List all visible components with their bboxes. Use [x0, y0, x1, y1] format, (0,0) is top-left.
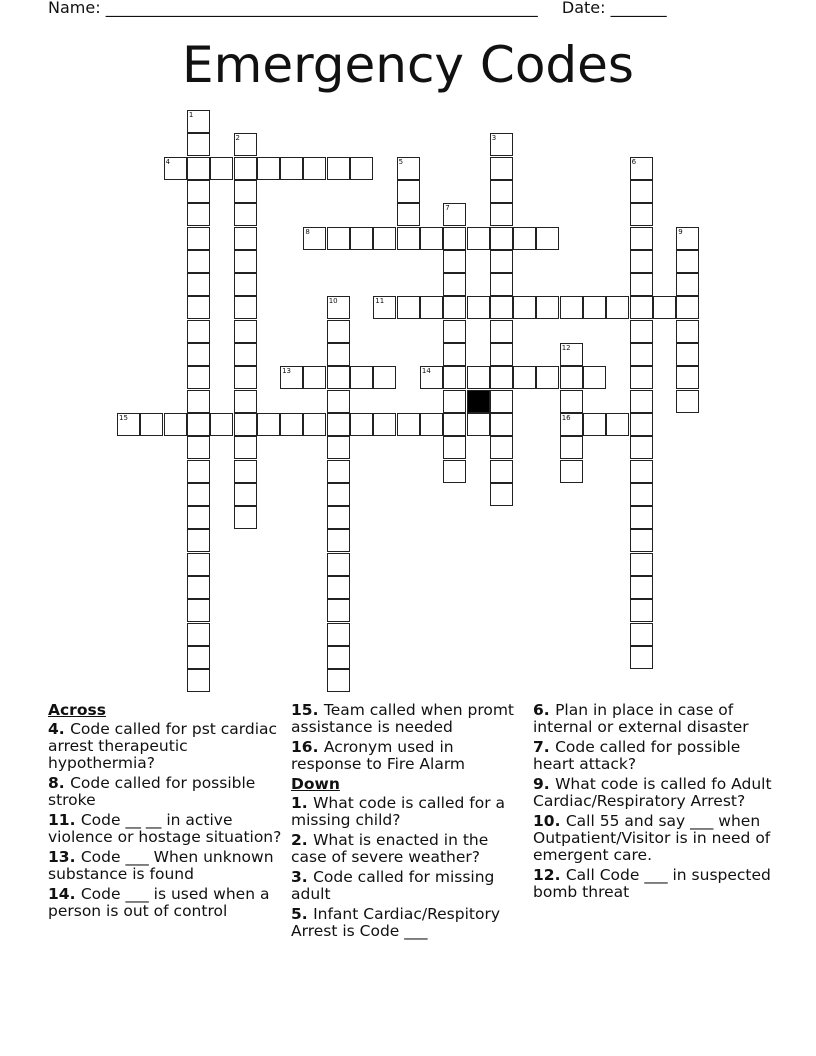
clue-number: 9: [678, 227, 683, 236]
clue-item-number: 1.: [291, 794, 314, 812]
grid-cell[interactable]: [630, 227, 653, 250]
clue-item-number: 7.: [533, 738, 556, 756]
grid-cell[interactable]: [676, 366, 699, 389]
date-label: Date:: [561, 0, 606, 17]
grid-cell[interactable]: [630, 483, 653, 506]
grid-cell[interactable]: [187, 483, 210, 506]
grid-cell[interactable]: [490, 436, 513, 459]
clue-number: 14: [421, 367, 431, 376]
clue-item-number: 12.: [533, 866, 566, 884]
grid-cell[interactable]: [536, 366, 559, 389]
grid-cell[interactable]: [490, 180, 513, 203]
clue-item-text: What code is called fo Adult Cardiac/Respiratory Arrest?: [533, 775, 772, 810]
clue-item: [291, 795, 527, 829]
grid-cell[interactable]: [490, 343, 513, 366]
grid-cell[interactable]: [234, 203, 257, 226]
name-blank[interactable]: ______________________________________________________: [105, 0, 538, 17]
grid-cell[interactable]: [420, 413, 443, 436]
clue-item-number: 16.: [291, 738, 324, 756]
grid-cell[interactable]: [490, 273, 513, 296]
clue-item-text: Code called for possible heart attack?: [533, 738, 741, 773]
clue-item: [533, 702, 773, 736]
across-heading: Across: [48, 701, 106, 719]
grid-cell[interactable]: [630, 553, 653, 576]
grid-cell[interactable]: [187, 157, 210, 180]
grid-cell[interactable]: [560, 460, 583, 483]
grid-cell[interactable]: [443, 296, 466, 319]
grid-cell[interactable]: [187, 203, 210, 226]
grid-cell[interactable]: [327, 646, 350, 669]
grid-cell[interactable]: [630, 599, 653, 622]
grid-cell[interactable]: [630, 460, 653, 483]
clue-item-text: Code called for pst cardiac arrest therapeutic hypothermia?: [48, 720, 278, 772]
black-cell: [467, 390, 490, 413]
grid-cell[interactable]: [164, 413, 187, 436]
clue-item-text: Acronym used in response to Fire Alarm: [291, 738, 466, 773]
grid-cell[interactable]: [420, 227, 443, 250]
clue-item-text: What code is called for a missing child?: [291, 794, 506, 829]
clue-item: [291, 702, 527, 736]
clue-item-text: Team called when promt assistance is needed: [291, 701, 515, 736]
grid-cell[interactable]: [327, 576, 350, 599]
clue-item-text: Call 55 and say ___ when Outpatient/Visitor is in need of emergent care.: [533, 812, 771, 864]
grid-cell[interactable]: [327, 157, 350, 180]
clue-item-text: Code ___ When unknown substance is found: [48, 848, 274, 883]
clue-item-text: Code ___ is used when a person is out of control: [48, 885, 270, 920]
grid-cell[interactable]: [443, 250, 466, 273]
clue-item-text: What is enacted in the case of severe weather?: [291, 831, 489, 866]
name-label: Name:: [48, 0, 101, 17]
clue-item: [48, 721, 284, 772]
grid-cell[interactable]: [490, 483, 513, 506]
grid-cell[interactable]: [490, 157, 513, 180]
grid-cell[interactable]: [443, 227, 466, 250]
grid-cell[interactable]: [234, 273, 257, 296]
grid-cell[interactable]: [234, 320, 257, 343]
clue-item: [291, 832, 527, 866]
clue-item: [48, 812, 284, 846]
clue-item-number: 5.: [291, 905, 314, 923]
grid-cell[interactable]: [187, 553, 210, 576]
grid-cell[interactable]: [443, 436, 466, 459]
grid-cell[interactable]: [397, 296, 420, 319]
clue-item: [48, 849, 284, 883]
grid-cell[interactable]: [187, 366, 210, 389]
grid-cell[interactable]: [327, 623, 350, 646]
grid-cell[interactable]: [443, 413, 466, 436]
grid-cell[interactable]: [234, 157, 257, 180]
grid-cell[interactable]: [630, 576, 653, 599]
clue-number: 15: [119, 413, 128, 422]
grid-cell[interactable]: [606, 413, 629, 436]
clue-item: [533, 739, 773, 773]
clue-item: [291, 739, 527, 773]
clue-item: [48, 886, 284, 920]
grid-cell[interactable]: [350, 413, 373, 436]
grid-cell[interactable]: [397, 157, 420, 180]
grid-cell[interactable]: [327, 390, 350, 413]
across-clue-list-1: [48, 721, 284, 920]
grid-cell[interactable]: [234, 180, 257, 203]
grid-cell[interactable]: [187, 110, 210, 133]
clue-number: 12: [561, 344, 571, 352]
clue-number: 4: [165, 157, 171, 166]
clue-item-number: 6.: [533, 701, 556, 719]
grid-cell[interactable]: [630, 250, 653, 273]
grid-cell[interactable]: [140, 413, 163, 436]
grid-cell[interactable]: [443, 320, 466, 343]
grid-cell[interactable]: [327, 529, 350, 552]
grid-cell[interactable]: [420, 366, 443, 389]
grid-cell[interactable]: [490, 320, 513, 343]
clue-item: [291, 906, 527, 940]
grid-cell[interactable]: [327, 366, 350, 389]
grid-cell[interactable]: [234, 227, 257, 250]
grid-cell[interactable]: [327, 413, 350, 436]
grid-cell[interactable]: [234, 413, 257, 436]
grid-cell[interactable]: [187, 180, 210, 203]
grid-cell[interactable]: [303, 157, 326, 180]
down-clue-list-1: [291, 795, 527, 940]
grid-cell[interactable]: [187, 460, 210, 483]
grid-cell[interactable]: [187, 227, 210, 250]
grid-cell[interactable]: [187, 250, 210, 273]
grid-cell[interactable]: [467, 296, 490, 319]
clue-item-text: Code __ __ in active violence or hostage situation?: [48, 811, 282, 846]
down-heading: Down: [291, 775, 340, 793]
clue-item-number: 8.: [48, 774, 71, 792]
grid-cell[interactable]: [373, 296, 396, 319]
grid-cell[interactable]: [490, 133, 513, 156]
grid-cell[interactable]: [583, 366, 606, 389]
grid-cell[interactable]: [606, 296, 629, 319]
clue-number: 2: [235, 134, 240, 143]
grid-cell[interactable]: [117, 413, 140, 436]
grid-cell[interactable]: [536, 296, 559, 319]
grid-cell[interactable]: [490, 413, 513, 436]
grid-cell[interactable]: [630, 296, 653, 319]
clue-number: 16: [561, 413, 571, 422]
grid-cell[interactable]: [443, 273, 466, 296]
grid-cell[interactable]: [187, 413, 210, 436]
grid-cell[interactable]: [560, 366, 583, 389]
clue-number: 11: [375, 297, 385, 306]
grid-cell[interactable]: [676, 273, 699, 296]
clue-item: [291, 869, 527, 903]
grid-cell[interactable]: [327, 320, 350, 343]
grid-cell[interactable]: [490, 460, 513, 483]
grid-cell[interactable]: [327, 436, 350, 459]
clue-number: 5: [398, 157, 404, 166]
grid-cell[interactable]: [187, 623, 210, 646]
clue-item-number: 13.: [48, 848, 81, 866]
clue-number: 10: [328, 297, 338, 306]
grid-cell[interactable]: [303, 413, 326, 436]
grid-cell[interactable]: [280, 157, 303, 180]
clues-column-3: [533, 702, 773, 904]
grid-cell[interactable]: [630, 529, 653, 552]
grid-cell[interactable]: [653, 296, 676, 319]
grid-cell[interactable]: [583, 296, 606, 319]
clue-number: 13: [282, 367, 292, 376]
clue-number: 8: [305, 227, 310, 236]
clue-number: 1: [188, 111, 194, 119]
grid-cell[interactable]: [187, 390, 210, 413]
grid-cell[interactable]: [583, 413, 606, 436]
clues-column-1: [48, 702, 284, 923]
clue-item-number: 15.: [291, 701, 324, 719]
grid-cell[interactable]: [443, 390, 466, 413]
grid-cell[interactable]: [210, 413, 233, 436]
clue-number: 6: [631, 157, 637, 166]
page-title: Emergency Codes: [182, 36, 634, 94]
grid-cell[interactable]: [420, 296, 443, 319]
grid-cell[interactable]: [630, 646, 653, 669]
clue-number: 7: [445, 204, 450, 213]
grid-cell[interactable]: [373, 413, 396, 436]
grid-cell[interactable]: [327, 599, 350, 622]
grid-cell[interactable]: [350, 227, 373, 250]
grid-cell[interactable]: [560, 390, 583, 413]
grid-cell[interactable]: [373, 366, 396, 389]
grid-cell[interactable]: [630, 366, 653, 389]
grid-cell[interactable]: [630, 180, 653, 203]
clue-item-number: 10.: [533, 812, 566, 830]
grid-cell[interactable]: [327, 296, 350, 319]
grid-cell[interactable]: [490, 296, 513, 319]
grid-cell[interactable]: [164, 157, 187, 180]
clues-column-2: [291, 702, 527, 943]
grid-cell[interactable]: [560, 413, 583, 436]
grid-cell[interactable]: [630, 203, 653, 226]
grid-cell[interactable]: [350, 366, 373, 389]
grid-cell[interactable]: [467, 366, 490, 389]
grid-cell[interactable]: [187, 133, 210, 156]
grid-cell[interactable]: [443, 460, 466, 483]
grid-cell[interactable]: [560, 296, 583, 319]
grid-cell[interactable]: [630, 413, 653, 436]
grid-cell[interactable]: [350, 157, 373, 180]
grid-cell[interactable]: [630, 273, 653, 296]
clue-item-text: Code called for missing adult: [291, 868, 495, 903]
grid-cell[interactable]: [187, 599, 210, 622]
grid-cell[interactable]: [234, 366, 257, 389]
clue-item: [48, 775, 284, 809]
clue-item-number: 9.: [533, 775, 556, 793]
grid-cell[interactable]: [397, 180, 420, 203]
grid-cell[interactable]: [676, 320, 699, 343]
grid-cell[interactable]: [560, 436, 583, 459]
grid-cell[interactable]: [280, 366, 303, 389]
grid-cell[interactable]: [234, 343, 257, 366]
grid-cell[interactable]: [676, 250, 699, 273]
grid-cell[interactable]: [630, 157, 653, 180]
clue-item: [533, 776, 773, 810]
grid-cell[interactable]: [490, 203, 513, 226]
across-clue-list-2: [291, 702, 527, 773]
clue-item-number: 14.: [48, 885, 81, 903]
clue-item-text: Infant Cardiac/Respitory Arrest is Code ___: [291, 905, 501, 940]
grid-cell[interactable]: [257, 157, 280, 180]
grid-cell[interactable]: [490, 390, 513, 413]
grid-cell[interactable]: [630, 436, 653, 459]
grid-cell[interactable]: [443, 343, 466, 366]
grid-cell[interactable]: [630, 320, 653, 343]
date-blank[interactable]: _______: [610, 0, 667, 17]
down-clue-list-2: [533, 702, 773, 901]
grid-cell[interactable]: [187, 646, 210, 669]
grid-cell[interactable]: [187, 669, 210, 692]
grid-cell[interactable]: [397, 413, 420, 436]
grid-cell[interactable]: [676, 227, 699, 250]
grid-cell[interactable]: [187, 273, 210, 296]
grid-cell[interactable]: [303, 366, 326, 389]
clue-item-text: Code called for possible stroke: [48, 774, 256, 809]
grid-cell[interactable]: [234, 133, 257, 156]
grid-cell[interactable]: [397, 203, 420, 226]
grid-cell[interactable]: [327, 506, 350, 529]
grid-cell[interactable]: [443, 366, 466, 389]
grid-cell[interactable]: [234, 436, 257, 459]
clue-item-number: 4.: [48, 720, 71, 738]
grid-cell[interactable]: [327, 553, 350, 576]
clue-item: [533, 867, 773, 901]
grid-cell[interactable]: [234, 506, 257, 529]
grid-cell[interactable]: [630, 623, 653, 646]
grid-cell[interactable]: [560, 343, 583, 366]
grid-cell[interactable]: [536, 227, 559, 250]
grid-cell[interactable]: [303, 227, 326, 250]
grid-cell[interactable]: [187, 506, 210, 529]
grid-cell[interactable]: [210, 157, 233, 180]
grid-cell[interactable]: [234, 250, 257, 273]
grid-cell[interactable]: [467, 227, 490, 250]
grid-cell[interactable]: [327, 343, 350, 366]
grid-cell[interactable]: [187, 529, 210, 552]
grid-cell[interactable]: [187, 436, 210, 459]
grid-cell[interactable]: [676, 296, 699, 319]
grid-cell[interactable]: [187, 576, 210, 599]
grid-cell[interactable]: [630, 390, 653, 413]
grid-cell[interactable]: [257, 413, 280, 436]
grid-cell[interactable]: [513, 227, 536, 250]
grid-cell[interactable]: [630, 343, 653, 366]
grid-cell[interactable]: [490, 366, 513, 389]
grid-cell[interactable]: [513, 296, 536, 319]
grid-cell[interactable]: [187, 296, 210, 319]
grid-cell[interactable]: [676, 390, 699, 413]
grid-cell[interactable]: [630, 506, 653, 529]
clue-item-text: Call Code ___ in suspected bomb threat: [533, 866, 771, 901]
grid-cell[interactable]: [234, 296, 257, 319]
grid-cell[interactable]: [327, 460, 350, 483]
grid-cell[interactable]: [327, 483, 350, 506]
clue-number: 3: [491, 134, 497, 143]
grid-cell[interactable]: [187, 343, 210, 366]
clue-item-number: 2.: [291, 831, 314, 849]
clue-item: [533, 813, 773, 864]
grid-cell[interactable]: [490, 250, 513, 273]
grid-cell[interactable]: [676, 343, 699, 366]
grid-cell[interactable]: [327, 227, 350, 250]
grid-cell[interactable]: [467, 413, 490, 436]
grid-cell[interactable]: [443, 203, 466, 226]
grid-cell[interactable]: [513, 366, 536, 389]
clue-item-number: 11.: [48, 811, 81, 829]
grid-cell[interactable]: [397, 227, 420, 250]
grid-cell[interactable]: [234, 460, 257, 483]
grid-cell[interactable]: [490, 227, 513, 250]
grid-cell[interactable]: [327, 669, 350, 692]
clue-item-number: 3.: [291, 868, 314, 886]
grid-cell[interactable]: [280, 413, 303, 436]
clue-item-text: Plan in place in case of internal or external disaster: [533, 701, 749, 736]
grid-cell[interactable]: [234, 483, 257, 506]
grid-cell[interactable]: [373, 227, 396, 250]
grid-cell[interactable]: [234, 390, 257, 413]
grid-cell[interactable]: [187, 320, 210, 343]
